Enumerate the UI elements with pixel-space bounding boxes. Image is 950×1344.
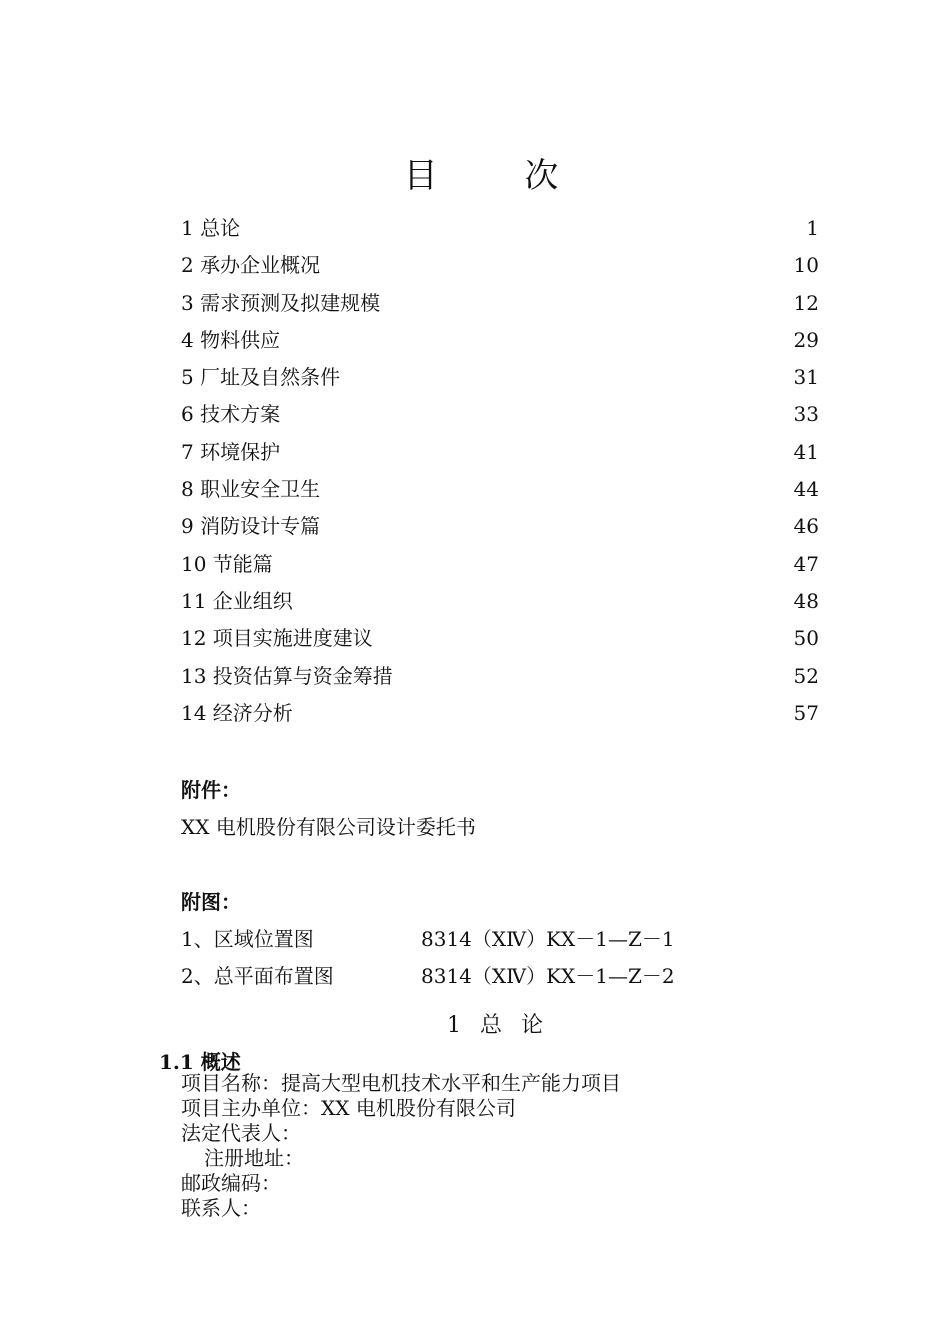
toc-entry-label: 12 项目实施进度建议 [181, 626, 373, 651]
attachment-item: XX 电机股份有限公司设计委托书 [181, 815, 476, 839]
project-sponsor-line: 项目主办单位：XX 电机股份有限公司 [181, 1096, 516, 1120]
toc-entry[interactable] [181, 287, 821, 324]
toc-entry-label: 1 总论 [181, 216, 241, 240]
attachments-heading: 附件： [181, 778, 241, 802]
toc-entry-page: 12 [793, 290, 819, 315]
toc-entry-label: 14 经济分析 [181, 700, 293, 725]
contact-person-line: 联系人： [181, 1196, 261, 1220]
toc-entry-label: 3 需求预测及拟建规模 [181, 290, 381, 315]
toc-entry-page: 10 [793, 253, 819, 278]
section-heading: 1.1 概述 [159, 1050, 241, 1074]
registered-address-line: 注册地址： [204, 1146, 304, 1170]
chapter-title: 1 总 论 [447, 1013, 549, 1038]
toc-entry[interactable] [181, 249, 821, 286]
figure-item [181, 923, 741, 953]
toc-list [181, 212, 821, 734]
figure-code: 8314（ⅩⅣ）KX－1—Z－1 [421, 927, 675, 951]
toc-entry-page: 46 [793, 514, 819, 539]
toc-entry[interactable] [181, 697, 821, 734]
toc-entry-page: 48 [793, 588, 819, 613]
toc-entry-label: 13 投资估算与资金筹措 [181, 663, 393, 688]
toc-entry-label: 9 消防设计专篇 [181, 514, 321, 539]
postal-code-line: 邮政编码： [181, 1171, 281, 1195]
toc-entry-page: 41 [793, 439, 819, 464]
toc-entry-page: 47 [793, 551, 819, 576]
toc-entry-page: 57 [793, 700, 819, 725]
toc-entry-label: 7 环境保护 [181, 439, 281, 464]
toc-entry-page: 31 [793, 365, 819, 390]
toc-entry-label: 2 承办企业概况 [181, 253, 321, 278]
toc-entry-label: 5 厂址及自然条件 [181, 365, 341, 390]
toc-title: 目 次 [403, 156, 597, 196]
toc-entry[interactable] [181, 473, 821, 510]
toc-entry[interactable] [181, 324, 821, 361]
toc-entry-label: 10 节能篇 [181, 551, 273, 576]
figure-item [181, 960, 741, 990]
figures-heading: 附图： [181, 890, 241, 914]
toc-entry-page: 29 [793, 327, 819, 352]
toc-entry[interactable] [181, 548, 821, 585]
project-name-line: 项目名称：提高大型电机技术水平和生产能力项目 [181, 1071, 621, 1095]
figure-name: 2、总平面布置图 [181, 964, 334, 988]
legal-representative-line: 法定代表人： [181, 1121, 301, 1145]
toc-entry-page: 44 [793, 477, 819, 502]
toc-entry[interactable] [181, 436, 821, 473]
toc-entry-label: 8 职业安全卫生 [181, 477, 321, 502]
toc-entry[interactable] [181, 660, 821, 697]
toc-entry[interactable] [181, 361, 821, 398]
toc-entry[interactable] [181, 212, 821, 249]
toc-entry-label: 11 企业组织 [181, 588, 293, 613]
toc-entry-label: 4 物料供应 [181, 327, 281, 352]
toc-entry[interactable] [181, 510, 821, 547]
toc-entry-page: 50 [793, 626, 819, 651]
project-info-list [181, 1071, 621, 1221]
toc-entry-label: 6 技术方案 [181, 402, 281, 427]
figure-name: 1、区域位置图 [181, 927, 314, 951]
toc-entry[interactable] [181, 398, 821, 435]
toc-entry-page: 33 [793, 402, 819, 427]
toc-entry[interactable] [181, 585, 821, 622]
toc-entry-page: 52 [793, 663, 819, 688]
figure-code: 8314（ⅩⅣ）KX－1—Z－2 [421, 964, 675, 988]
toc-entry[interactable] [181, 622, 821, 659]
toc-entry-page: 1 [806, 216, 819, 240]
